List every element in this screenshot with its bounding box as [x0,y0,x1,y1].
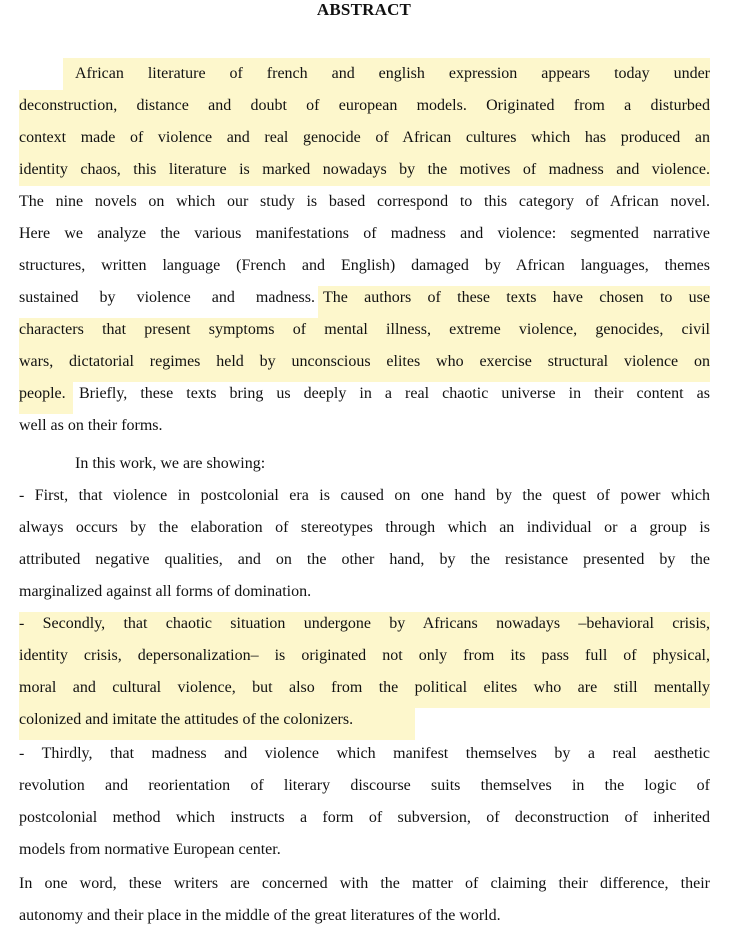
text-line-highlighted: characters that present symptoms of mental illness, extreme violence, genocides, civil [19,321,710,338]
text-line: marginalized against all forms of domination. [19,583,312,600]
text-line: - First, that violence in postcolonial era is caused on one hand by the quest of power which [19,487,710,504]
text-line: In this work, we are showing: [75,455,266,472]
text-line: African literature of french and english expression appears today under [75,65,710,82]
text-line: identity chaos, this literature is marked nowadays by the motives of madness and violence. [19,161,710,178]
text-line: attributed negative qualities, and on the other hand, by the resistance presented by the [19,551,710,568]
text-line: The nine novels on which our study is based correspond to this category of African novel. [19,193,710,210]
text-line: postcolonial method which instructs a form of subversion, of deconstruction of inherited [19,809,710,826]
abstract-title: ABSTRACT [316,0,412,19]
text-line: deconstruction, distance and doubt of european models. Originated from a disturbed [19,97,710,114]
text-line-highlighted: people. [19,385,66,402]
text-line-highlighted: identity crisis, depersonalization– is originated not only from its pass full of physical, [19,647,710,664]
text-line-highlighted: colonized and imitate the attitudes of the colonizers. [19,711,354,728]
text-line: Here we analyze the various manifestations of madness and violence: segmented narrative [19,225,710,242]
text-line-highlighted: The authors of these texts have chosen to use [323,289,710,306]
text-line: context made of violence and real genocide of African cultures which has produced an [19,129,710,146]
text-line-highlighted: - Secondly, that chaotic situation undergone by Africans nowadays –behavioral crisis, [19,615,710,632]
text-line: always occurs by the elaboration of stereotypes through which an individual or a group is [19,519,710,536]
text-line: Briefly, these texts bring us deeply in a real chaotic universe in their content as [79,385,710,402]
text-line: revolution and reorientation of literary discourse suits themselves in the logic of [19,777,710,794]
text-line: autonomy and their place in the middle of the great literatures of the world. [19,907,501,924]
text-line: sustained by violence and madness. [19,289,315,306]
text-line-highlighted: wars, dictatorial regimes held by unconscious elites who exercise structural violence on [19,353,710,370]
text-line: models from normative European center. [19,841,281,858]
text-line: well as on their forms. [19,417,163,434]
text-line: structures, written language (French and English) damaged by African languages, themes [19,257,710,274]
text-line-highlighted: moral and cultural violence, but also from the political elites who are still mentally [19,679,710,696]
text-line: In one word, these writers are concerned with the matter of claiming their difference, their [19,875,710,892]
text-line: - Thirdly, that madness and violence which manifest themselves by a real aesthetic [19,745,710,762]
